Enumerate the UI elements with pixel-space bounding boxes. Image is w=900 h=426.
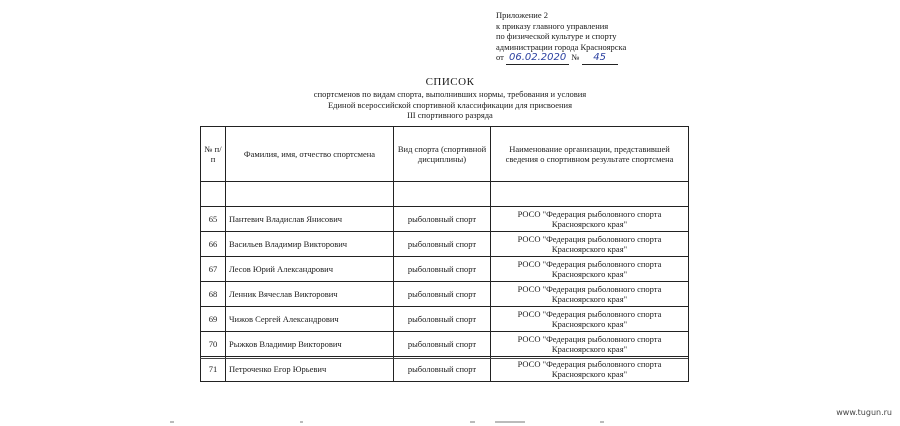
- document-title: СПИСОК: [425, 76, 475, 88]
- cell-num: 65: [201, 207, 226, 232]
- appendix-line: администрации города Красноярска: [496, 41, 627, 52]
- cell-name: Чижов Сергей Александрович: [226, 307, 394, 332]
- header-sport: Вид спорта (спортивной дисциплины): [394, 127, 491, 182]
- cell-org: РОСО "Федерация рыболовного спорта Красноярского края": [491, 307, 689, 332]
- header-num: № п/п: [201, 127, 226, 182]
- appendix-block: [496, 10, 626, 65]
- scan-artifact: [470, 421, 475, 423]
- cell-sport: рыболовный спорт: [394, 232, 491, 257]
- appendix-line: по физической культуре и спорту: [496, 31, 617, 41]
- athletes-table: [200, 126, 689, 382]
- from-label: от: [496, 52, 504, 62]
- header-name: Фамилия, имя, отчество спортсмена: [226, 127, 394, 182]
- cell-sport: рыболовный спорт: [394, 332, 491, 357]
- cell-name: Петроченко Егор Юрьевич: [226, 357, 394, 382]
- cell-num: 70: [201, 332, 226, 357]
- subtitle-line: спортсменов по видам спорта, выполнивших нормы, требования и условия: [313, 89, 587, 99]
- page-cut-line: [200, 358, 688, 363]
- scan-artifact: [170, 421, 174, 423]
- order-number: 45: [582, 53, 618, 65]
- cell-num: 71: [201, 357, 226, 382]
- subtitle-line: III спортивного разряда: [407, 110, 493, 120]
- cell-num: 66: [201, 232, 226, 257]
- cell-org: РОСО "Федерация рыболовного спорта Красноярского края": [491, 257, 689, 282]
- cell-org: РОСО "Федерация рыболовного спорта Красноярского края": [491, 282, 689, 307]
- cell-org: РОСО "Федерация рыболовного спорта Красноярского края": [491, 232, 689, 257]
- order-date-line: [496, 52, 626, 65]
- cell-sport: рыболовный спорт: [394, 282, 491, 307]
- cell-sport: рыболовный спорт: [394, 257, 491, 282]
- table-row: [201, 257, 689, 282]
- cell-name: Ленник Вячеслав Викторович: [226, 282, 394, 307]
- cell-name: Рыжков Владимир Викторович: [226, 332, 394, 357]
- subtitle-line: Единой всероссийской спортивной классификации для присвоения: [327, 99, 572, 110]
- cell-num: 67: [201, 257, 226, 282]
- cell-sport: рыболовный спорт: [394, 307, 491, 332]
- table-row: [201, 282, 689, 307]
- table-row: [201, 332, 689, 357]
- site-watermark: www.tugun.ru: [836, 408, 892, 417]
- table-header-row: [201, 127, 689, 182]
- scan-artifact: [300, 421, 303, 423]
- number-label: №: [571, 52, 580, 62]
- cell-num: 68: [201, 282, 226, 307]
- cell-num: 69: [201, 307, 226, 332]
- document-subtitle: [0, 89, 900, 121]
- cell-org: РОСО "Федерация рыболовного спорта Красноярского края": [491, 207, 689, 232]
- table-row: [201, 307, 689, 332]
- spacer-row: [201, 182, 689, 207]
- cell-sport: рыболовный спорт: [394, 357, 491, 382]
- cell-org: РОСО "Федерация рыболовного спорта Красноярского края": [491, 332, 689, 357]
- cell-org: РОСО "Федерация рыболовного спорта Красноярского края": [491, 357, 689, 382]
- table-row: [201, 232, 689, 257]
- order-date: 06.02.2020: [506, 53, 569, 65]
- cell-sport: рыболовный спорт: [394, 207, 491, 232]
- cell-name: Пантевич Владислав Янисович: [226, 207, 394, 232]
- appendix-line: Приложение 2: [496, 10, 548, 20]
- table-row: [201, 207, 689, 232]
- header-org: Наименование организации, представившей сведения о спортивном результате спортсмена: [491, 127, 689, 182]
- cell-name: Васильев Владимир Викторович: [226, 232, 394, 257]
- scan-artifact: [495, 421, 525, 423]
- appendix-line: к приказу главного управления: [496, 20, 609, 31]
- cell-name: Лесов Юрий Александрович: [226, 257, 394, 282]
- scan-artifact: [600, 421, 604, 423]
